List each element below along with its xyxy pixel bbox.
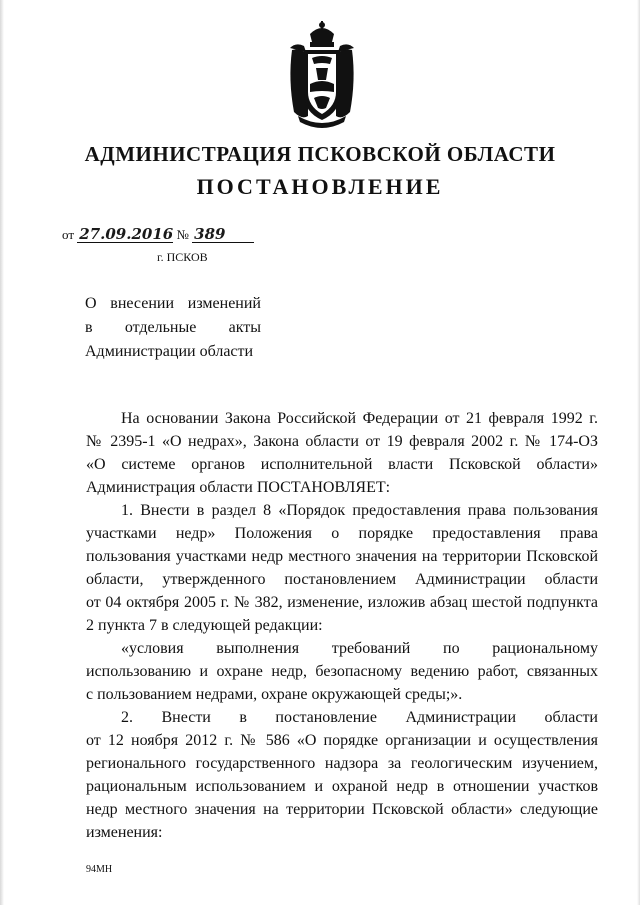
body-line: недр местного значения на территории Псковской области» следующие: [86, 801, 598, 818]
city-label: г. ПСКОВ: [157, 250, 208, 264]
body-line: «О системе органов исполнительной власти Псковской области»: [86, 456, 598, 473]
body-line: регионального государственного надзора за геологическим изучением,: [86, 755, 598, 772]
body-line: 2 пункта 7 в следующей редакции:: [86, 617, 323, 634]
subject-line: Администрации области: [85, 343, 254, 360]
body-line: от 04 октября 2005 г. № 382, изменение, изложив абзац шестой подпункта: [86, 594, 598, 611]
document-type-title: ПОСТАНОВЛЕНИЕ: [196, 174, 444, 199]
body-line: Администрация области ПОСТАНОВЛЯЕТ:: [86, 479, 391, 496]
subject-line: в отдельные акты: [85, 319, 261, 336]
body-line: пользования участками недр местного значения на территории Псковской: [86, 548, 598, 565]
date-prefix: от: [62, 227, 75, 242]
scan-edge-left: [0, 0, 4, 905]
body-line: На основании Закона Российской Федерации от 21 февраля 1992 г.: [121, 410, 598, 427]
organization-title: АДМИНИСТРАЦИЯ ПСКОВСКОЙ ОБЛАСТИ: [84, 142, 556, 166]
body-line: области, утвержденного постановлением Администрации области: [86, 571, 598, 588]
body-line: изменения:: [86, 824, 163, 841]
number-prefix: №: [176, 227, 189, 242]
body-line: 1. Внести в раздел 8 «Порядок предоставления права пользования: [121, 502, 598, 519]
body-line: рациональным использованием и охраной недр в отношении участков: [86, 778, 598, 795]
footer-code: 94МН: [86, 864, 113, 875]
body-line: участками недр» Положения о порядке предоставления права: [86, 525, 598, 542]
handwritten-number: 389: [192, 226, 254, 243]
pskov-coat-of-arms-icon: [284, 20, 360, 132]
document-subject: [85, 292, 261, 364]
body-line: «условия выполнения требований по рациональному: [121, 640, 598, 657]
date-number-line: [62, 226, 254, 243]
document-body: [86, 407, 598, 844]
handwritten-date: 27.09.2016: [79, 225, 174, 243]
body-line: № 2395-1 «О недрах», Закона области от 19 февраля 2002 г. № 174-ОЗ: [86, 433, 598, 450]
body-line: с пользованием недрами, охране окружающей среды;».: [86, 686, 463, 703]
body-line: использованию и охране недр, безопасному ведению работ, связанных: [86, 663, 598, 680]
body-line: от 12 ноября 2012 г. № 586 «О порядке организации и осуществления: [86, 732, 598, 749]
subject-line: О внесении изменений: [85, 295, 261, 312]
body-line: 2. Внести в постановление Администрации области: [121, 709, 598, 726]
